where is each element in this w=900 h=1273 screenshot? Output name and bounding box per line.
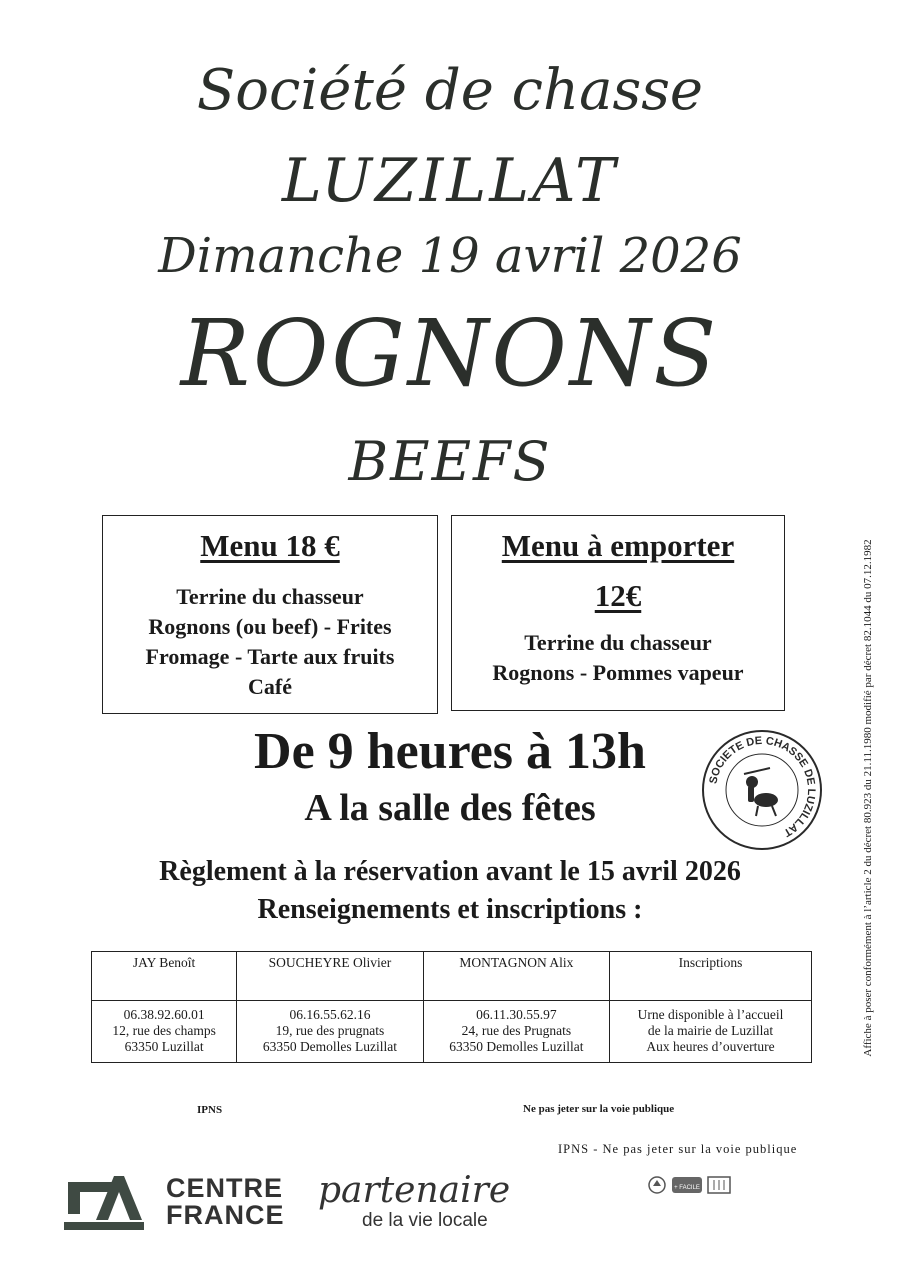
recycling-logos (648, 1174, 738, 1196)
contact-phone: 06.16.55.62.16 (289, 1007, 371, 1022)
takeaway-price: 12€ (594, 578, 642, 613)
menu-title: Menu 18 € (200, 528, 340, 563)
menu-item: Terrine du chasseur (176, 584, 364, 609)
legal-note (858, 515, 878, 1080)
recycle-badge-text: + FACILE (674, 1185, 700, 1191)
contact-header: Inscriptions (610, 952, 812, 1001)
registration-line: Urne disponible à l’accueil (637, 1007, 784, 1022)
contact-cell (92, 1001, 237, 1063)
contact-phone: 06.38.92.60.01 (123, 1007, 205, 1022)
hunter-dog-icon (744, 768, 778, 816)
contact-street: 12, rue des champs (112, 1023, 216, 1038)
event-date: Dimanche 19 avril 2026 (158, 228, 742, 284)
takeaway-item: Terrine du chasseur (524, 630, 712, 655)
menu-item: Café (248, 674, 292, 699)
ipns-no-litter-note: IPNS - Ne pas jeter sur la voie publique (558, 1142, 798, 1156)
main-dish-title: ROGNONS (180, 300, 720, 407)
takeaway-box (451, 515, 785, 711)
seal-text: SOCIETE DE CHASSE DE LUZILLAT (707, 734, 818, 839)
contact-city: 63350 Demolles Luzillat (262, 1039, 398, 1054)
contact-street: 24, rue des Prugnats (461, 1023, 572, 1038)
contact-cell (237, 1001, 423, 1063)
brand-line-2: FRANCE (166, 1200, 285, 1230)
registration-line: de la mairie de Luzillat (647, 1023, 774, 1038)
contact-header: MONTAGNON Alix (423, 952, 609, 1001)
no-litter-label: Ne pas jeter sur la voie publique (523, 1103, 675, 1115)
contact-cell (423, 1001, 609, 1063)
partner-sub-label: de la vie locale (362, 1210, 488, 1231)
takeaway-title: Menu à emporter (501, 528, 735, 563)
registration-deadline: Règlement à la réservation avant le 15 avril 2026 (159, 856, 741, 887)
contact-city: 63350 Luzillat (124, 1039, 204, 1054)
registration-line: Aux heures d’ouverture (646, 1039, 775, 1054)
info-heading: Renseignements et inscriptions : (257, 894, 643, 925)
contact-city: 63350 Demolles Luzillat (449, 1039, 584, 1054)
society-seal-stamp (700, 728, 824, 852)
brand-name (166, 1175, 285, 1229)
ipns-label: IPNS (197, 1104, 223, 1116)
contact-phone: 06.11.30.55.97 (476, 1007, 557, 1022)
event-hours: De 9 heures à 13h (254, 723, 646, 780)
contacts-table (91, 951, 812, 1063)
menu-item: Fromage - Tarte aux fruits (145, 644, 395, 669)
partner-label: partenaire (318, 1170, 511, 1211)
contact-street: 19, rue des prugnats (275, 1023, 385, 1038)
society-title: Société de chasse (196, 58, 704, 123)
credit-agricole-logo-icon (62, 1172, 146, 1232)
town-title: LUZILLAT (281, 146, 619, 216)
contact-header: SOUCHEYRE Olivier (237, 952, 423, 1001)
menu-box (102, 515, 438, 714)
takeaway-item: Rognons - Pommes vapeur (492, 660, 744, 685)
menu-item: Rognons (ou beef) - Frites (148, 614, 392, 639)
event-venue: A la salle des fêtes (304, 787, 596, 829)
brand-line-1: CENTRE (166, 1173, 284, 1203)
alt-dish-title: BEEFS (348, 430, 552, 493)
contact-header: JAY Benoît (92, 952, 237, 1001)
legal-note-text: Affiche à poser conformément à l’article 2 du décret 80.923 du 21.11.1980 modifié par décret 82.1044 du 07.12.1982 (862, 538, 874, 1057)
contact-cell (610, 1001, 812, 1063)
